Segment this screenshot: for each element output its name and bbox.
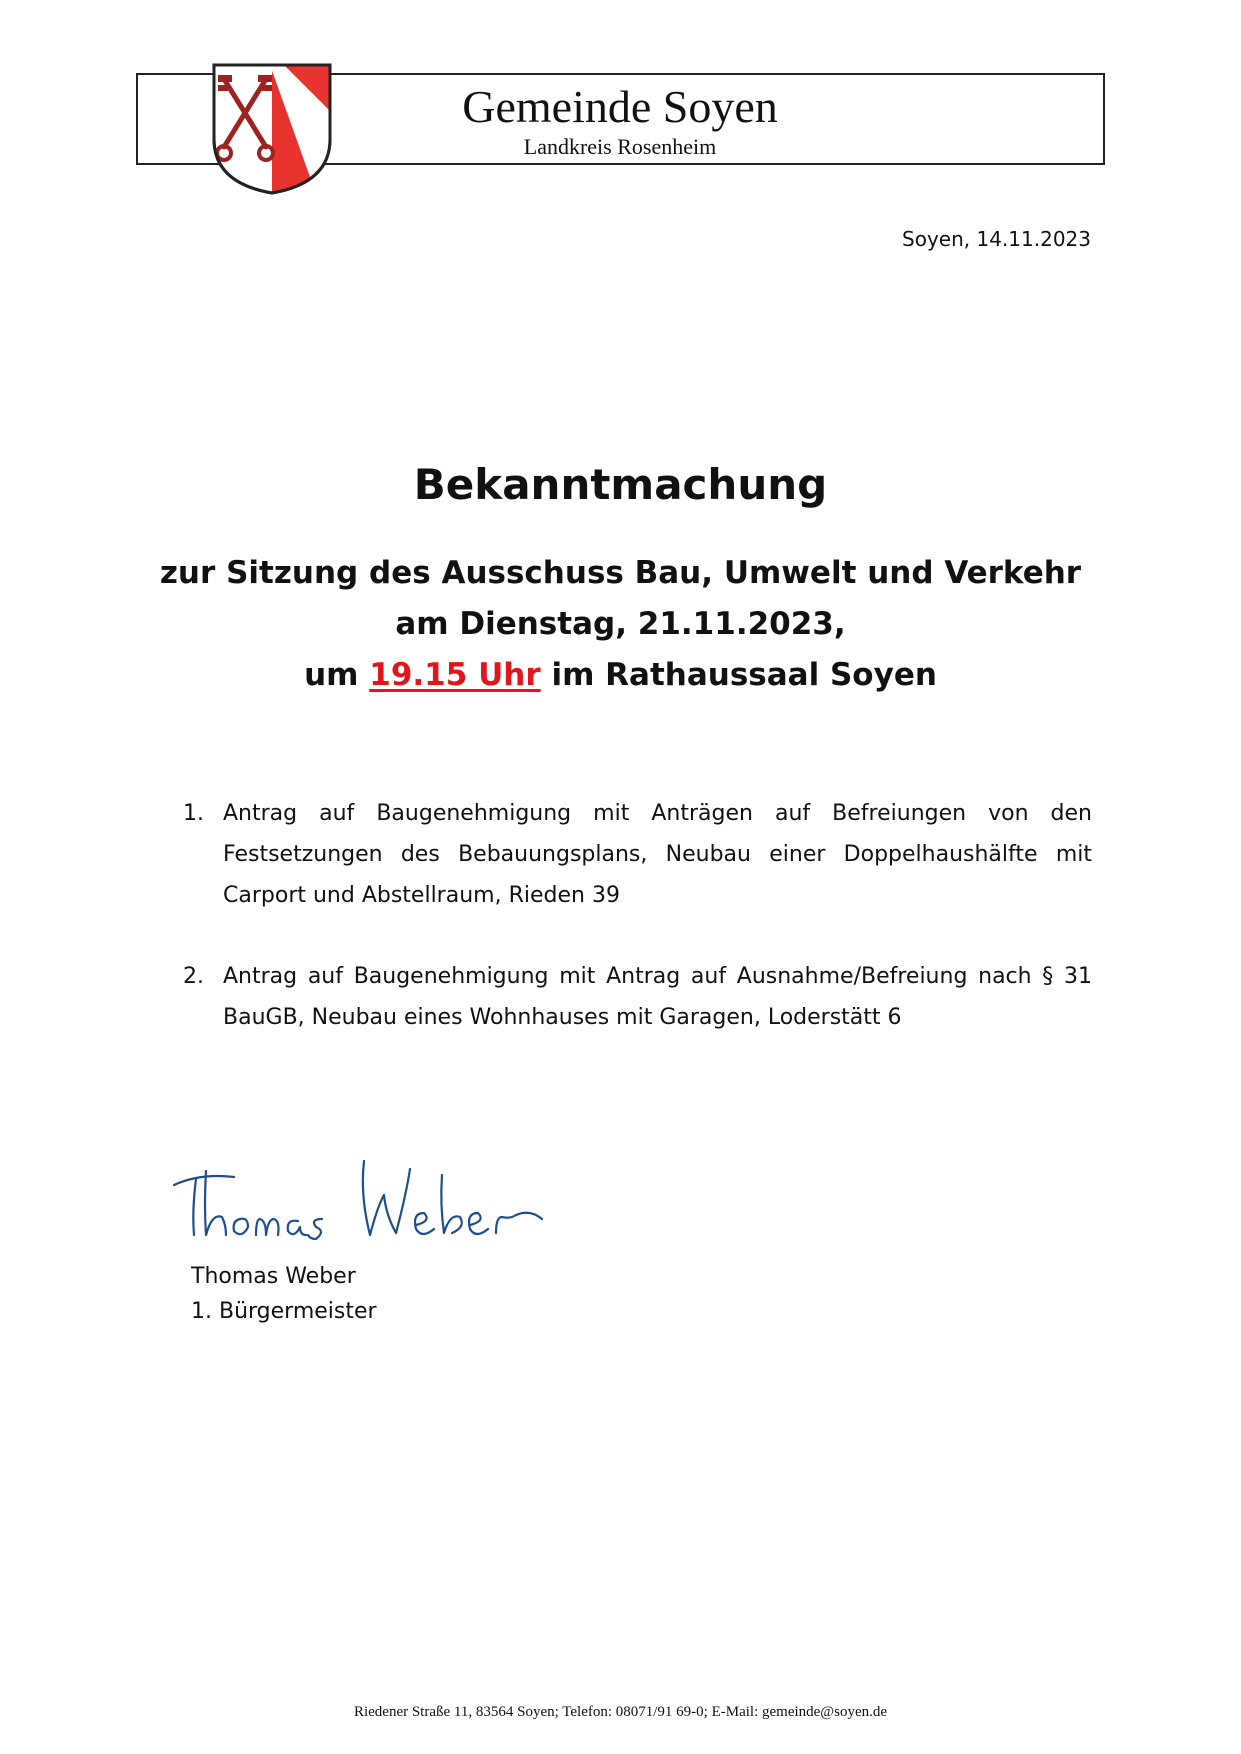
meeting-time-line xyxy=(0,655,1241,695)
meeting-time-prefix: um xyxy=(304,657,359,693)
agenda-list xyxy=(183,793,1092,1078)
agenda-item-text: Antrag auf Baugenehmigung mit Anträgen auf Befreiungen von den Festsetzungen des Bebauungsplans, Neubau einer Doppelhaushälfte mit Carport und Abstellraum, Rieden 39 xyxy=(223,801,1092,908)
signer-role: 1. Bürgermeister xyxy=(191,1299,377,1324)
agenda-item xyxy=(183,793,1092,916)
meeting-location: im Rathaussaal Soyen xyxy=(551,657,937,693)
handwritten-signature xyxy=(170,1155,560,1255)
agenda-item-number: 2. xyxy=(183,964,204,989)
signer-name: Thomas Weber xyxy=(191,1264,356,1289)
organization-subtitle: Landkreis Rosenheim xyxy=(523,134,717,159)
meeting-time: 19.15 Uhr xyxy=(369,657,541,693)
agenda-item-text: Antrag auf Baugenehmigung mit Antrag auf Ausnahme/Befreiung nach § 31 BauGB, Neubau eines Wohnhauses mit Garagen, Loderstätt 6 xyxy=(223,964,1092,1030)
footer-contact: Riedener Straße 11, 83564 Soyen; Telefon: 08071/91 69-0; E-Mail: gemeinde@soyen.de xyxy=(353,1704,888,1720)
meeting-subtitle-line1: zur Sitzung des Ausschuss Bau, Umwelt und Verkehr xyxy=(159,555,1082,591)
coat-of-arms-icon xyxy=(210,61,334,197)
document-title: Bekanntmachung xyxy=(413,460,828,509)
document-date: Soyen, 14.11.2023 xyxy=(902,227,1091,251)
agenda-item xyxy=(183,956,1092,1038)
organization-name: Gemeinde Soyen xyxy=(462,81,778,132)
agenda-item-number: 1. xyxy=(183,801,204,826)
meeting-date-line: am Dienstag, 21.11.2023, xyxy=(395,606,846,642)
